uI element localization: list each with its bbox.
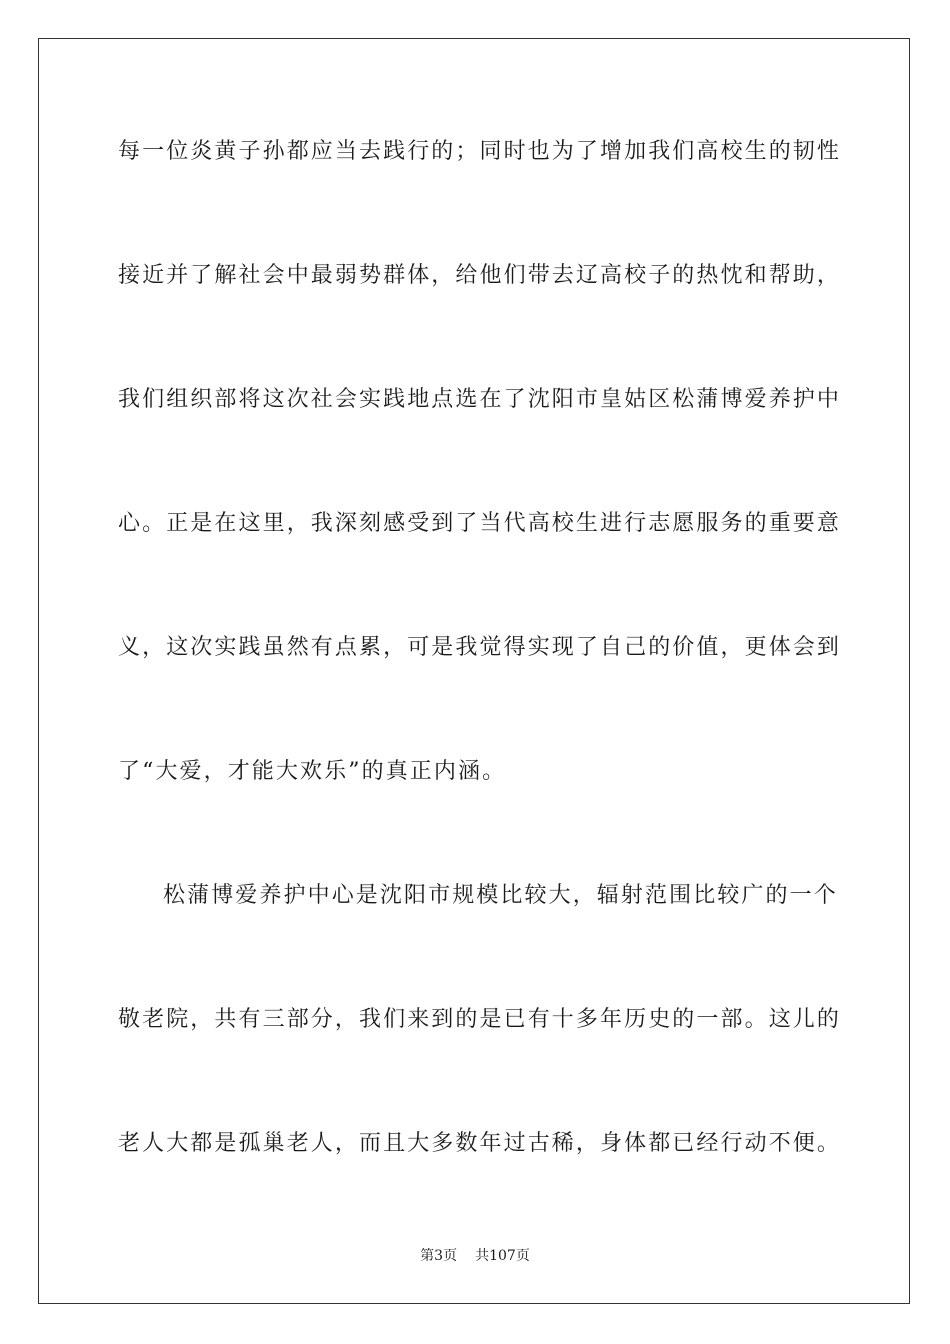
page-border bbox=[38, 38, 910, 1304]
text-line-6: 了“大爱，才能大欢乐”的真正内涵。 bbox=[118, 759, 507, 784]
text-line-2: 接近并了解社会中最弱势群体，给他们带去辽高校子的热忱和帮助， bbox=[118, 263, 842, 288]
text-line-9: 老人大都是孤巢老人，而且大多数年过古稀，身体都已经行动不便。 bbox=[118, 1131, 842, 1156]
text-line-1: 每一位炎黄子孙都应当去践行的；同时也为了增加我们高校生的韧性 bbox=[118, 139, 842, 164]
page-footer bbox=[0, 1247, 950, 1265]
page-total: 共107页 bbox=[475, 1248, 530, 1264]
text-line-3: 我们组织部将这次社会实践地点选在了沈阳市皇姑区松蒲博爱养护中 bbox=[118, 387, 842, 412]
text-line-4: 心。正是在这里，我深刻感受到了当代高校生进行志愿服务的重要意 bbox=[118, 511, 842, 536]
text-line-7: 松蒲博爱养护中心是沈阳市规模比较大，辐射范围比较广的一个 bbox=[163, 883, 838, 908]
text-line-8: 敬老院，共有三部分，我们来到的是已有十多年历史的一部。这儿的 bbox=[118, 1007, 842, 1032]
text-line-5: 义，这次实践虽然有点累，可是我觉得实现了自己的价值，更体会到 bbox=[118, 635, 842, 660]
page-number: 第3页 bbox=[420, 1248, 458, 1264]
